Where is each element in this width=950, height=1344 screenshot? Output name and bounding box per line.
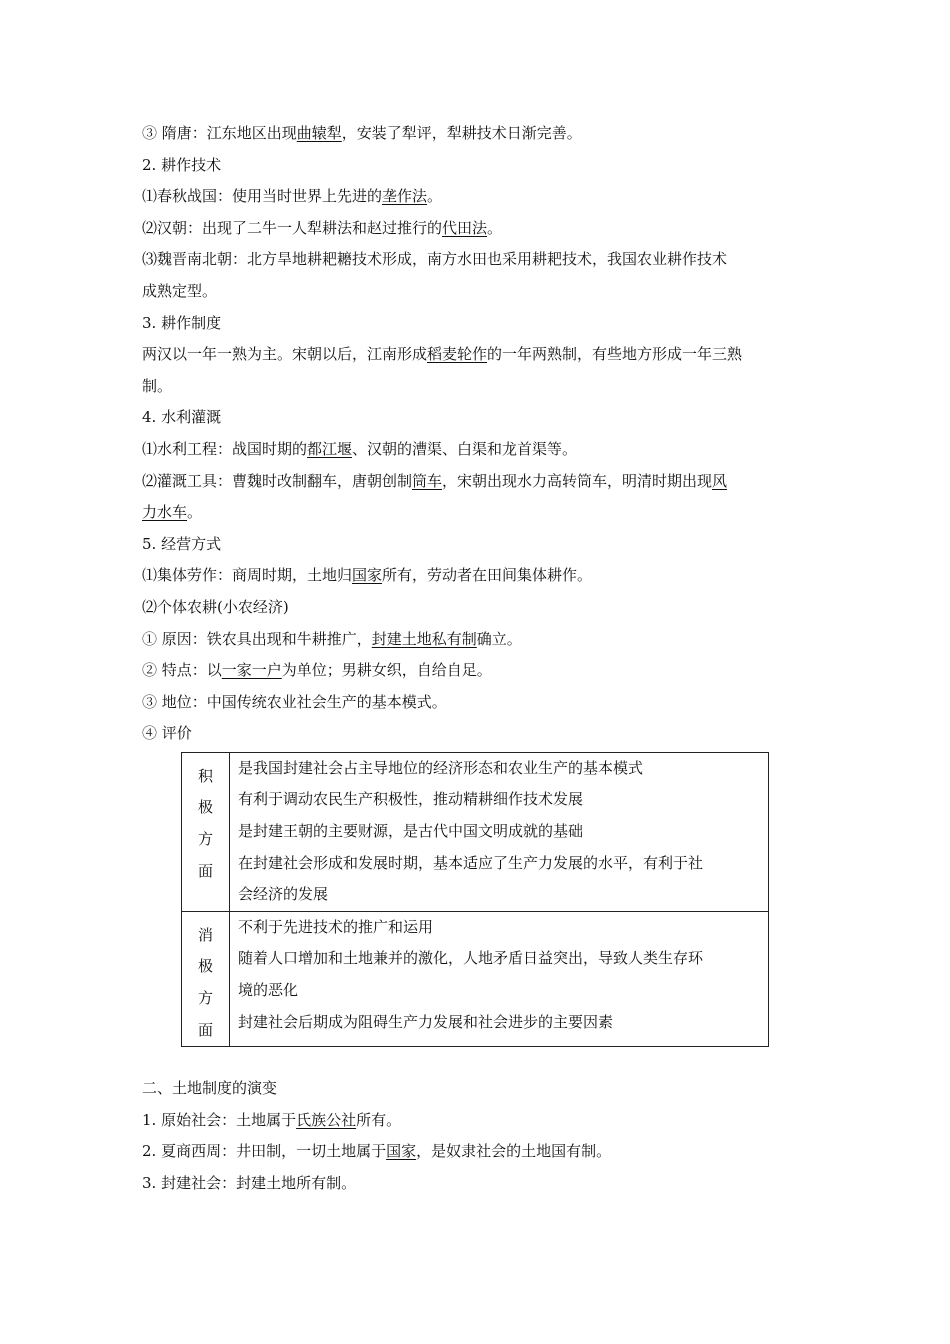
negative-label-char: 消: [197, 925, 213, 944]
text-span: 。: [427, 187, 443, 206]
text-span: 3. 封建社会：封建土地所有制。: [142, 1174, 357, 1192]
text-line: [142, 402, 822, 434]
text-span: ⑴春秋战国：使用当时世界上先进的: [142, 187, 383, 206]
text-span: 二、土地制度的演变: [142, 1079, 278, 1098]
text-span: 确立。: [476, 629, 522, 648]
document-page: [142, 118, 822, 1200]
text-span: 1. 原始社会：土地属于: [142, 1110, 297, 1129]
negative-label-char: 方: [197, 989, 213, 1008]
negative-label-char: 面: [197, 1020, 213, 1039]
text-span: 制。: [142, 376, 173, 395]
underlined-term: 筒车: [412, 471, 443, 490]
text-line: [142, 1105, 822, 1137]
text-span: 2. 夏商西周：井田制，一切土地属于: [142, 1142, 387, 1161]
positive-item: 有利于调动农民生产积极性，推动精耕细作技术发展: [238, 790, 584, 809]
positive-item: 是我国封建社会占主导地位的经济形态和农业生产的基本模式: [238, 758, 644, 777]
positive-item: 是封建王朝的主要财源，是古代中国文明成就的基础: [238, 822, 584, 841]
text-line: [142, 244, 822, 276]
negative-items-cell: [230, 911, 769, 1046]
positive-label-cell: [182, 752, 230, 911]
underlined-term: 力水车: [142, 503, 188, 522]
positive-label-char: 面: [197, 861, 213, 880]
text-line: [142, 276, 822, 308]
text-span: ，安装了犁评，犁耕技术日渐完善。: [341, 124, 582, 142]
text-span: ⑴集体劳作：商周时期，土地归: [142, 566, 353, 585]
underlined-term: 垄作法: [382, 187, 428, 206]
negative-label-char: 极: [197, 957, 213, 976]
negative-item: 封建社会后期成为阻碍生产力发展和社会进步的主要因素: [238, 1012, 614, 1031]
text-line: [142, 118, 822, 150]
text-line: [142, 560, 822, 592]
positive-items-cell: [230, 752, 769, 911]
underlined-term: 国家: [352, 566, 383, 585]
text-line: [142, 529, 822, 561]
positive-row: [182, 752, 769, 911]
text-line: [142, 150, 822, 182]
positive-label-char: 方: [197, 830, 213, 849]
text-line: [142, 718, 822, 750]
text-line: [142, 655, 822, 687]
underlined-term: 都江堰: [307, 439, 353, 458]
section-gap: [142, 1047, 822, 1073]
text-line: [142, 339, 822, 371]
text-line: [142, 1136, 822, 1168]
text-span: ⑶魏晋南北朝：北方旱地耕耙耱技术形成，南方水田也采用耕耙技术，我国农业耕作技术: [142, 250, 728, 269]
text-span: 2. 耕作技术: [142, 155, 222, 174]
text-span: ⑴水利工程：战国时期的: [142, 439, 308, 458]
text-span: ⑵灌溉工具：曹魏时改制翻车，唐朝创制: [142, 471, 413, 490]
text-line: [142, 434, 822, 466]
text-span: 的一年两熟制，有些地方形成一年三熟: [487, 345, 743, 364]
underlined-term: 一家一户: [221, 661, 282, 680]
evaluation-table: [181, 752, 769, 1047]
section-land-system-text: [142, 1073, 822, 1199]
negative-item: 随着人口增加和土地兼并的激化，人地矛盾日益突出，导致人类生存环: [238, 949, 704, 968]
text-line: [142, 466, 822, 498]
text-line: [142, 181, 822, 213]
text-span: 。: [187, 503, 203, 522]
negative-row: [182, 911, 769, 1046]
text-line: [142, 1168, 822, 1200]
text-span: ② 特点：以: [142, 661, 222, 680]
text-span: 两汉以一年一熟为主。宋朝以后，江南形成: [142, 345, 428, 364]
text-line: [142, 1073, 822, 1105]
underlined-term: 风: [712, 471, 728, 490]
underlined-term: 氏族公社: [296, 1110, 357, 1129]
section-agriculture-text: [142, 118, 822, 750]
positive-label-char: 极: [197, 798, 213, 817]
text-span: ③ 隋唐：江东地区出现: [142, 124, 297, 142]
positive-label-char: 积: [197, 766, 213, 785]
negative-label-cell: [182, 911, 230, 1046]
text-span: ④ 评价: [142, 724, 192, 743]
text-span: 为单位；男耕女织，自给自足。: [281, 661, 492, 680]
negative-item: 境的恶化: [238, 981, 299, 1000]
underlined-term: 稻麦轮作: [427, 345, 488, 364]
text-span: ⑵个体农耕(小农经济): [142, 597, 289, 616]
text-span: 。: [487, 218, 503, 237]
text-span: 3. 耕作制度: [142, 313, 222, 332]
positive-item: 在封建社会形成和发展时期，基本适应了生产力发展的水平，有利于社: [238, 853, 704, 872]
underlined-term: 代田法: [442, 218, 488, 237]
underlined-term: 国家: [386, 1142, 417, 1161]
text-span: ，是奴隶社会的土地国有制。: [416, 1142, 612, 1161]
text-line: [142, 308, 822, 340]
text-line: [142, 592, 822, 624]
text-span: 成熟定型。: [142, 281, 218, 300]
text-span: ⑵汉朝：出现了二牛一人犁耕法和赵过推行的: [142, 218, 443, 237]
text-line: [142, 687, 822, 719]
underlined-term: 曲辕犁: [296, 124, 342, 142]
text-line: [142, 213, 822, 245]
text-line: [142, 624, 822, 656]
text-line: [142, 497, 822, 529]
negative-item: 不利于先进技术的推广和运用: [238, 917, 434, 936]
text-span: ① 原因：铁农具出现和牛耕推广，: [142, 629, 372, 648]
text-span: 所有。: [356, 1110, 402, 1129]
text-line: [142, 371, 822, 403]
text-span: 5. 经营方式: [142, 534, 222, 553]
text-span: 、汉朝的漕渠、白渠和龙首渠等。: [352, 439, 578, 458]
text-span: 所有，劳动者在田间集体耕作。: [382, 566, 593, 585]
text-span: 4. 水利灌溉: [142, 408, 222, 427]
text-span: ，宋朝出现水力高转筒车，明清时期出现: [442, 471, 713, 490]
underlined-term: 封建土地私有制: [371, 629, 477, 648]
text-span: ③ 地位：中国传统农业社会生产的基本模式。: [142, 692, 447, 711]
positive-item: 会经济的发展: [238, 885, 329, 904]
